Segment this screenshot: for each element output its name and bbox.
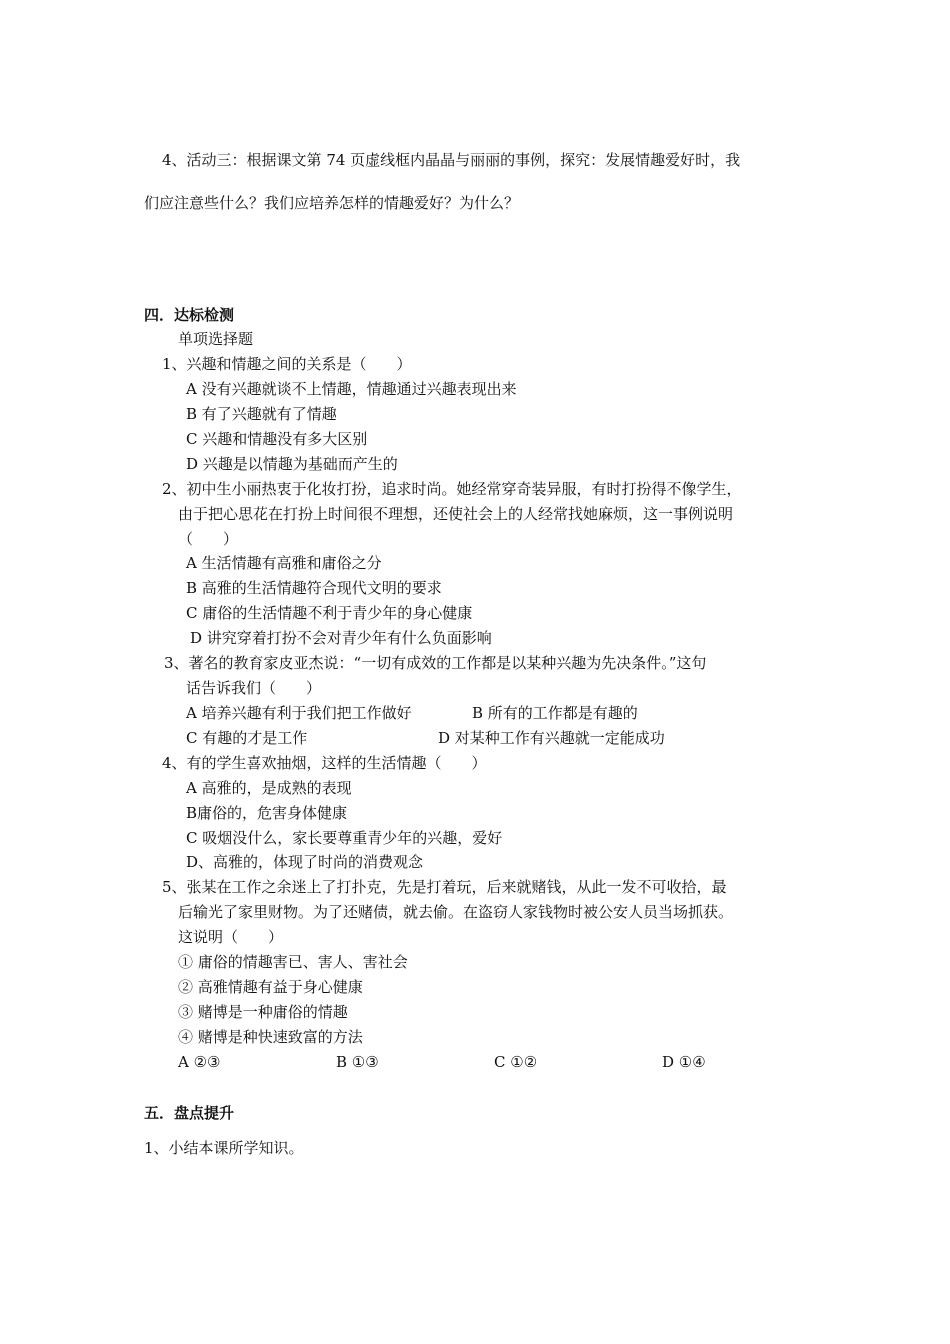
section-4-subheading: 单项选择题 [178, 330, 254, 348]
q3-option-c: C 有趣的才是工作 [186, 729, 308, 747]
q5-option-a: A ②③ [178, 1053, 221, 1071]
q2-option-c: C 庸俗的生活情趣不利于青少年的身心健康 [186, 604, 473, 622]
q2-stem-line-1: 2、初中生小丽热衷于化妆打扮，追求时尚。她经常穿奇装异服，有时打扮得不像学生， [162, 480, 742, 498]
q5-option-c: C ①② [494, 1053, 538, 1071]
q2-option-a: A 生活情趣有高雅和庸俗之分 [186, 554, 382, 572]
q5-stem-line-2: 后输光了家里财物。为了还赌债，就去偷。在盗窃人家钱物时被公安人员当场抓获。 [178, 903, 734, 921]
q5-statement-4: ④ 赌博是种快速致富的方法 [178, 1028, 363, 1046]
q4-option-b: B庸俗的，危害身体健康 [186, 804, 348, 822]
q1-option-a: A 没有兴趣就谈不上情趣，情趣通过兴趣表现出来 [186, 380, 517, 398]
q2-option-b: B 高雅的生活情趣符合现代文明的要求 [186, 579, 442, 597]
q3-option-a: A 培养兴趣有利于我们把工作做好 [186, 704, 412, 722]
q5-option-d: D ①④ [662, 1053, 706, 1071]
q2-stem-line-3: （ ） [178, 530, 239, 548]
q1-option-d: D 兴趣是以情趣为基础而产生的 [186, 455, 398, 473]
q2-option-d: D 讲究穿着打扮不会对青少年有什么负面影响 [190, 629, 492, 647]
q3-stem-line-1: 3、著名的教育家皮亚杰说：“一切有成效的工作都是以某种兴趣为先决条件。”这句 [164, 654, 707, 672]
section-5-item-1: 1、小结本课所学知识。 [144, 1139, 304, 1157]
q4-stem: 4、有的学生喜欢抽烟，这样的生活情趣（ ） [162, 754, 487, 772]
activity-line-1: 4、活动三：根据课文第 74 页虚线框内晶晶与丽丽的事例，探究：发展情趣爱好时，我 [162, 151, 741, 169]
section-5-heading: 五．盘点提升 [144, 1104, 235, 1122]
q1-stem: 1、兴趣和情趣之间的关系是（ ） [162, 355, 412, 373]
q5-stem-line-1: 5、张某在工作之余迷上了打扑克，先是打着玩，后来就赌钱，从此一发不可收拾，最 [162, 878, 727, 896]
q5-stem-line-3: 这说明（ ） [178, 928, 284, 946]
activity-line-2: 们应注意些什么？我们应培养怎样的情趣爱好？为什么？ [144, 194, 520, 212]
q1-option-c: C 兴趣和情趣没有多大区别 [186, 430, 368, 448]
q2-stem-line-2: 由于把心思花在打扮上时间很不理想，还使社会上的人经常找她麻烦，这一事例说明 [178, 505, 734, 523]
q4-option-c: C 吸烟没什么，家长要尊重青少年的兴趣，爱好 [186, 829, 503, 847]
q4-option-d: D、高雅的，体现了时尚的消费观念 [186, 853, 424, 871]
q3-option-b: B 所有的工作都是有趣的 [472, 704, 638, 722]
q5-statement-3: ③ 赌博是一种庸俗的情趣 [178, 1003, 348, 1021]
q1-option-b: B 有了兴趣就有了情趣 [186, 405, 337, 423]
q5-statement-2: ② 高雅情趣有益于身心健康 [178, 978, 363, 996]
q5-statement-1: ① 庸俗的情趣害已、害人、害社会 [178, 953, 408, 971]
q3-option-d: D 对某种工作有兴趣就一定能成功 [438, 729, 665, 747]
q5-option-b: B ①③ [336, 1053, 379, 1071]
q3-stem-line-2: 话告诉我们（ ） [186, 679, 322, 697]
section-4-heading: 四．达标检测 [144, 306, 235, 324]
q4-option-a: A 高雅的，是成熟的表现 [186, 779, 352, 797]
